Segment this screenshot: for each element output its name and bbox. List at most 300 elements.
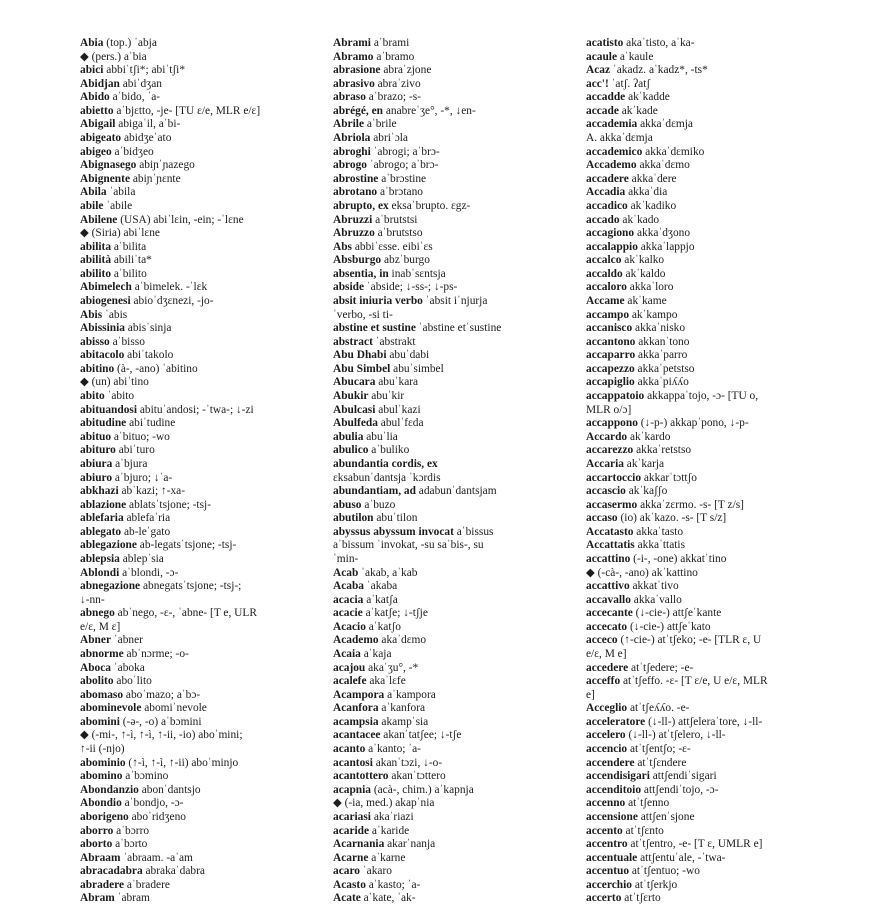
dictionary-entry <box>333 729 578 743</box>
dictionary-entry <box>80 539 325 553</box>
entry-headword: abietto <box>80 104 114 117</box>
dictionary-entry <box>333 336 578 350</box>
dictionary-entry <box>80 336 325 350</box>
entry-pronunciation: abiɲˈɲɛnte <box>130 172 181 185</box>
entry-pronunciation: ◆ (-cà-, -ano) akˈkattino <box>586 566 698 579</box>
entry-headword: Abissinia <box>80 322 125 335</box>
entry-pronunciation: abidʒeˈato <box>121 132 172 145</box>
dictionary-entry <box>80 91 325 105</box>
dictionary-entry <box>333 662 578 676</box>
entry-pronunciation: akkaˈdɛmo <box>636 159 690 172</box>
entry-pronunciation: (↓-p-) akkapˈpono, ↓-p- <box>637 417 749 430</box>
entry-pronunciation: akaˈriazi <box>370 810 414 823</box>
dictionary-entry <box>586 336 831 350</box>
entry-pronunciation: akkaˈlappjo <box>637 240 695 253</box>
dictionary-entry <box>333 78 578 92</box>
dictionary-entry <box>586 539 831 553</box>
entry-headword: abiuro <box>80 471 113 484</box>
entry-pronunciation: (acà-, chim.) aˈkapnja <box>370 783 474 796</box>
entry-headword: acaule <box>586 50 618 63</box>
dictionary-entry <box>333 376 578 390</box>
entry-headword: Abu Simbel <box>333 362 391 375</box>
entry-pronunciation: aˈbidʒeo <box>111 145 154 158</box>
entry-pronunciation: aˈkaride <box>369 824 410 837</box>
entry-headword: abnegazione <box>80 580 141 593</box>
entry-headword: ablefaria <box>80 512 124 525</box>
entry-pronunciation: aˈkarne <box>368 851 406 864</box>
dictionary-entry <box>586 376 831 390</box>
dictionary-entry <box>333 784 578 798</box>
dictionary-entry <box>333 51 578 65</box>
dictionary-entry <box>80 784 325 798</box>
entry-headword: abundantiam, ad <box>333 485 416 498</box>
dictionary-entry <box>80 295 325 309</box>
entry-pronunciation: ˈaboka <box>111 661 145 674</box>
entry-pronunciation: aˈbjura <box>112 457 148 470</box>
dictionary-entry <box>586 64 831 78</box>
entry-pronunciation: akkaˈnisko <box>632 322 686 335</box>
dictionary-entry <box>333 892 578 906</box>
entry-pronunciation: akarˈnanja <box>384 838 436 851</box>
dictionary-entry <box>333 105 578 119</box>
entry-pronunciation: aˈkate, ˈak- <box>360 892 416 905</box>
entry-pronunciation: inabˈsɛntsja <box>388 267 446 280</box>
dictionary-entry <box>333 716 578 730</box>
entry-pronunciation: aˈbjuro; ↓ˈa- <box>112 471 173 484</box>
entry-headword: absit iniuria verbo <box>333 294 423 307</box>
dictionary-entry <box>333 404 578 418</box>
entry-headword: abilito <box>80 267 112 280</box>
dictionary-entry <box>333 757 578 771</box>
entry-headword: abstract <box>333 335 373 348</box>
dictionary-entry <box>586 607 831 621</box>
dictionary-entry <box>333 825 578 839</box>
dictionary-entry <box>586 621 831 635</box>
dictionary-entry <box>586 580 831 594</box>
entry-headword: Abondio <box>80 797 122 810</box>
entry-headword: abilità <box>80 254 112 267</box>
entry-headword: abroghi <box>333 145 371 158</box>
dictionary-entry <box>586 105 831 119</box>
dictionary-entry <box>333 797 578 811</box>
entry-pronunciation: ˈabner <box>111 634 143 647</box>
dictionary-entry <box>333 417 578 431</box>
entry-pronunciation: (↓-cie-) attʃeˈkante <box>632 607 722 620</box>
dictionary-entry <box>333 281 578 295</box>
dictionary-entry <box>80 648 325 662</box>
dictionary-entry <box>586 173 831 187</box>
dictionary-entry <box>80 132 325 146</box>
entry-pronunciation: A. akkaˈdɛmja <box>586 132 653 145</box>
entry-pronunciation: e/ɛ, M e] <box>586 648 627 661</box>
entry-pronunciation: akkatˈtivo <box>629 580 679 593</box>
entry-headword: Acanfora <box>333 702 379 715</box>
entry-pronunciation: aˈbrɔstine <box>378 172 427 185</box>
entry-headword: Acasto <box>333 878 366 891</box>
entry-pronunciation: akˈkadde <box>625 91 670 104</box>
entry-pronunciation: aˈbissus <box>453 525 494 538</box>
dictionary-entry <box>80 254 325 268</box>
entry-pronunciation: aˈkatʃa <box>363 593 398 606</box>
entry-headword: abigeato <box>80 132 122 145</box>
entry-pronunciation: akˈkado <box>619 213 660 226</box>
dictionary-entry <box>80 146 325 160</box>
dictionary-entry <box>80 485 325 499</box>
dictionary-entry <box>586 567 831 581</box>
entry-headword: Acaia <box>333 648 361 661</box>
dictionary-entry <box>333 295 578 309</box>
entry-headword: Abis <box>80 308 103 321</box>
dictionary-entry <box>586 811 831 825</box>
dictionary-entry <box>333 553 578 567</box>
entry-pronunciation: akkaˈvallo <box>630 593 682 606</box>
entry-pronunciation: e] <box>586 688 595 701</box>
entry-headword: abstine et sustine <box>333 322 416 335</box>
entry-headword: accerto <box>586 892 622 905</box>
dictionary-entry <box>80 404 325 418</box>
entry-headword: accendere <box>586 756 635 769</box>
entry-pronunciation: (↓-cie-) attʃeˈkato <box>627 620 711 633</box>
dictionary-entry <box>80 526 325 540</box>
dictionary-entry <box>333 349 578 363</box>
entry-pronunciation: atˈtʃɛnto <box>622 824 664 837</box>
entry-pronunciation: aboˈlito <box>113 675 152 688</box>
entry-headword: abnego <box>80 607 115 620</box>
entry-headword: accensione <box>586 810 638 823</box>
dictionary-entry <box>80 227 325 241</box>
dictionary-entry <box>333 567 578 581</box>
dictionary-entry <box>333 594 578 608</box>
entry-pronunciation: (↓-ll-) atˈtʃelero, ↓-ll- <box>625 729 726 742</box>
entry-headword: Academo <box>333 634 379 647</box>
entry-pronunciation: ˈabis <box>102 308 128 321</box>
dictionary-entry <box>80 64 325 78</box>
entry-headword: abiura <box>80 457 113 470</box>
entry-headword: accenditoio <box>586 783 642 796</box>
entry-headword: accento <box>586 824 623 837</box>
entry-pronunciation: akˈkampo <box>629 308 678 321</box>
entry-pronunciation: akkaˈretstso <box>633 444 692 457</box>
dictionary-entry <box>333 309 578 323</box>
dictionary-entry <box>586 634 831 648</box>
dictionary-entry <box>586 295 831 309</box>
dictionary-entry <box>333 268 578 282</box>
entry-pronunciation: akˈkardo <box>627 430 671 443</box>
dictionary-entry <box>80 567 325 581</box>
entry-headword: Acarnania <box>333 838 385 851</box>
entry-pronunciation: akampˈsia <box>378 715 429 728</box>
entry-headword: acampsia <box>333 715 379 728</box>
dictionary-entry <box>80 662 325 676</box>
entry-pronunciation: akˈkame <box>624 294 667 307</box>
entry-headword: abominevole <box>80 702 142 715</box>
entry-pronunciation: abriˈɔla <box>370 132 408 145</box>
dictionary-entry <box>80 390 325 404</box>
entry-pronunciation: ˈabside; ↓-ss-; ↓-ps- <box>364 281 458 294</box>
dictionary-entry <box>586 281 831 295</box>
dictionary-entry <box>586 729 831 743</box>
entry-pronunciation: ablefaˈria <box>123 512 171 525</box>
entry-headword: Abondanzio <box>80 783 139 796</box>
entry-headword: accentuo <box>586 865 630 878</box>
entry-headword: abrégé, en <box>333 104 383 117</box>
entry-headword: Aboca <box>80 661 112 674</box>
entry-pronunciation: akanˈtɔzi, ↓-o- <box>372 756 443 769</box>
entry-headword: acc'! <box>586 77 609 90</box>
entry-pronunciation: aˈbrɔtano <box>377 186 423 199</box>
entry-headword: accagiono <box>586 227 635 240</box>
entry-headword: Absburgo <box>333 254 382 267</box>
dictionary-entry <box>333 227 578 241</box>
entry-pronunciation: ˈabsit iˈnjurja <box>422 294 488 307</box>
entry-headword: Abramo <box>333 50 374 63</box>
entry-pronunciation: aˈbisso <box>109 335 145 348</box>
entry-pronunciation: abrakaˈdabra <box>142 865 205 878</box>
entry-headword: Accardo <box>586 430 628 443</box>
entry-headword: accadde <box>586 91 626 104</box>
entry-headword: Abu Dhabi <box>333 349 387 362</box>
entry-headword: accencio <box>586 743 628 756</box>
entry-pronunciation: abˈnɔrme; -o- <box>123 648 189 661</box>
dictionary-entry <box>586 594 831 608</box>
entry-headword: abisso <box>80 335 110 348</box>
entry-pronunciation: e/ɛ, M ɛ] <box>80 620 121 633</box>
entry-pronunciation: akanˈtɔttero <box>388 770 446 783</box>
entry-headword: ablepsia <box>80 552 120 565</box>
dictionary-entry <box>333 865 578 879</box>
dictionary-entry <box>333 444 578 458</box>
entry-headword: abnorme <box>80 648 124 661</box>
dictionary-entry <box>80 553 325 567</box>
entry-headword: acantacee <box>333 729 381 742</box>
entry-headword: accasermo <box>586 498 638 511</box>
entry-pronunciation: akˈkadiko <box>627 199 677 212</box>
entry-headword: acantottero <box>333 770 389 783</box>
dictionary-entry <box>333 879 578 893</box>
entry-pronunciation: aˈbimelek. -ˈlɛk <box>131 281 208 294</box>
entry-headword: acaro <box>333 865 360 878</box>
dictionary-entry <box>80 376 325 390</box>
entry-pronunciation: ɛksabunˈdantsja ˈkɔrdis <box>333 471 441 484</box>
entry-headword: accalappio <box>586 240 638 253</box>
entry-headword: abilita <box>80 240 112 253</box>
entry-pronunciation: ˈabstine etˈsustine <box>415 322 502 335</box>
entry-pronunciation: atˈtʃeʎʎo. -e- <box>627 702 690 715</box>
entry-headword: abkhazi <box>80 485 119 498</box>
entry-headword: Abulcasi <box>333 403 376 416</box>
entry-pronunciation: ↑-ii (-njo) <box>80 743 125 756</box>
entry-pronunciation: akˈkaldo <box>622 267 666 280</box>
entry-pronunciation: akaˈʒu°, -* <box>365 661 419 674</box>
entry-pronunciation: aˈbissum ˈinvokat, -su saˈbis-, su <box>333 539 484 552</box>
entry-headword: abitino <box>80 362 115 375</box>
entry-headword: abrasivo <box>333 77 375 90</box>
entry-pronunciation: aˈbilito <box>111 267 147 280</box>
entry-headword: accentro <box>586 838 628 851</box>
dictionary-entry <box>586 241 831 255</box>
entry-pronunciation: abbiˈɛsse. eibiˈɛs <box>352 240 433 253</box>
entry-pronunciation: ◆ (-mi-, ↑-ì, ↑-ì, ↑-ii, -io) aboˈmini; <box>80 729 243 742</box>
entry-pronunciation: abiˈtakolo <box>124 349 174 362</box>
entry-pronunciation: aˈbɔmino <box>122 770 169 783</box>
dictionary-entry <box>586 485 831 499</box>
entry-pronunciation: akkarˈtɔttʃo <box>641 471 698 484</box>
entry-headword: abominio <box>80 756 126 769</box>
entry-headword: Abignente <box>80 172 130 185</box>
entry-headword: accaloro <box>586 281 627 294</box>
dictionary-entry <box>333 37 578 51</box>
entry-headword: Acab <box>333 566 359 579</box>
entry-headword: accavallo <box>586 593 631 606</box>
dictionary-entry <box>586 91 831 105</box>
dictionary-entry <box>80 444 325 458</box>
entry-pronunciation: attʃendiˈtojo, -ɔ- <box>641 783 719 796</box>
entry-pronunciation: akaˈtisto, aˈka- <box>623 37 695 49</box>
entry-headword: Abner <box>80 634 112 647</box>
dictionary-entry <box>586 526 831 540</box>
dictionary-entry <box>586 702 831 716</box>
entry-pronunciation: ◆ (-ia, med.) akapˈnia <box>333 797 435 810</box>
entry-headword: abrogo <box>333 159 367 172</box>
entry-headword: abigeo <box>80 145 112 158</box>
entry-pronunciation: (↓-ll-) attʃeleraˈtore, ↓-ll- <box>645 715 763 728</box>
entry-headword: abitudine <box>80 417 127 430</box>
entry-headword: accanisco <box>586 322 633 335</box>
entry-headword: abrasione <box>333 64 381 77</box>
entry-pronunciation: (USA) abiˈlɛin, -ein; -ˈlɛne <box>117 213 244 226</box>
dictionary-entry <box>80 78 325 92</box>
dictionary-column-2 <box>333 37 578 906</box>
entry-headword: acapnia <box>333 783 371 796</box>
entry-headword: abici <box>80 64 104 77</box>
entry-pronunciation: aˈkatʃo <box>365 620 402 633</box>
dictionary-entry <box>333 607 578 621</box>
dictionary-entry <box>586 458 831 472</box>
entry-pronunciation: aˈbido, ˈa- <box>109 91 161 104</box>
dictionary-entry <box>333 838 578 852</box>
dictionary-entry <box>333 743 578 757</box>
dictionary-entry <box>586 132 831 146</box>
entry-headword: accedere <box>586 661 629 674</box>
entry-headword: accelero <box>586 729 626 742</box>
entry-pronunciation: akkaˈdere <box>628 172 677 185</box>
entry-headword: accecato <box>586 620 628 633</box>
dictionary-entry <box>80 309 325 323</box>
entry-headword: aborro <box>80 824 114 837</box>
entry-pronunciation: ˈakaba <box>364 580 398 593</box>
dictionary-entry <box>586 757 831 771</box>
entry-pronunciation: abituˈandosi; -ˈtwa-; ↓-zi <box>136 403 254 416</box>
dictionary-entry <box>586 268 831 282</box>
dictionary-entry <box>80 173 325 187</box>
dictionary-entry <box>80 431 325 445</box>
entry-pronunciation: akaˈdɛmo <box>378 634 427 647</box>
entry-headword: Abrile <box>333 118 365 131</box>
dictionary-entry <box>333 499 578 513</box>
dictionary-entry <box>586 512 831 526</box>
entry-pronunciation: attʃenˈsjone <box>637 810 695 823</box>
entry-pronunciation: aˈbuliko <box>368 444 410 457</box>
dictionary-entry <box>586 349 831 363</box>
dictionary-entry <box>586 879 831 893</box>
entry-pronunciation: aˈbilita <box>111 240 147 253</box>
entry-headword: acalefe <box>333 675 367 688</box>
entry-pronunciation: abˈnego, -ɛ-, ˈabne- [T e, ULR <box>114 607 257 620</box>
entry-headword: accattino <box>586 552 631 565</box>
entry-headword: Acceglio <box>586 702 628 715</box>
entry-headword: acceleratore <box>586 715 646 728</box>
entry-pronunciation: aboˈmazo; aˈbɔ- <box>123 688 201 701</box>
dictionary-entry <box>586 363 831 377</box>
entry-headword: accattivo <box>586 580 630 593</box>
entry-pronunciation: akkaˈdʒono <box>634 227 691 240</box>
dictionary-entry <box>586 825 831 839</box>
dictionary-entry <box>586 78 831 92</box>
dictionary-entry <box>80 743 325 757</box>
dictionary-entry <box>333 675 578 689</box>
entry-headword: accentuale <box>586 851 638 864</box>
entry-headword: abolito <box>80 675 114 688</box>
entry-headword: abomini <box>80 715 120 728</box>
entry-pronunciation: (↑-ì, ↑-ì, ↑-ii) aboˈminjo <box>125 756 239 769</box>
dictionary-entry <box>333 634 578 648</box>
dictionary-entry <box>333 214 578 228</box>
dictionary-entry <box>80 51 325 65</box>
entry-pronunciation: ab-legatsˈtsjone; -tsj- <box>136 539 237 552</box>
entry-headword: abiogenesi <box>80 294 131 307</box>
entry-headword: abomaso <box>80 688 124 701</box>
dictionary-entry <box>80 879 325 893</box>
entry-headword: Acacio <box>333 620 366 633</box>
dictionary-entry <box>586 254 831 268</box>
entry-headword: Abido <box>80 91 110 104</box>
entry-headword: abraso <box>333 91 366 104</box>
dictionary-entry <box>586 227 831 241</box>
entry-pronunciation: (-ə-, -o) aˈbɔmini <box>119 715 202 728</box>
entry-headword: Accattatis <box>586 539 635 552</box>
dictionary-entry <box>333 648 578 662</box>
entry-pronunciation: atˈtʃedere; -e- <box>628 661 694 674</box>
dictionary-entry <box>333 458 578 472</box>
dictionary-entry <box>333 512 578 526</box>
entry-pronunciation: akkappaˈtojo, -ɔ- [TU o, <box>644 390 759 403</box>
entry-headword: accendisigari <box>586 770 650 783</box>
entry-headword: abulico <box>333 444 369 457</box>
dictionary-entry <box>80 634 325 648</box>
dictionary-entry <box>586 689 831 703</box>
entry-headword: abituro <box>80 444 116 457</box>
dictionary-entry <box>80 865 325 879</box>
entry-pronunciation: atˈtʃɛrto <box>621 892 661 905</box>
entry-headword: Acate <box>333 892 361 905</box>
entry-pronunciation: aˈbondjo, -ɔ- <box>121 797 184 810</box>
entry-headword: accampo <box>586 308 630 321</box>
dictionary-entry <box>333 322 578 336</box>
entry-headword: accaparro <box>586 349 636 362</box>
entry-pronunciation: abˈkazi; ↑-xa- <box>118 485 186 498</box>
entry-headword: abomino <box>80 770 123 783</box>
entry-pronunciation: abiliˈta* <box>111 254 152 267</box>
entry-pronunciation: ab-leˈgato <box>121 525 171 538</box>
dictionary-entry <box>333 702 578 716</box>
entry-headword: Acampora <box>333 688 385 701</box>
dictionary-entry <box>586 797 831 811</box>
entry-pronunciation: akˈkarja <box>623 457 665 470</box>
entry-headword: acatisto <box>586 37 624 49</box>
entry-pronunciation: akkaˈloro <box>626 281 674 294</box>
dictionary-entry <box>586 553 831 567</box>
entry-headword: acacia <box>333 593 364 606</box>
